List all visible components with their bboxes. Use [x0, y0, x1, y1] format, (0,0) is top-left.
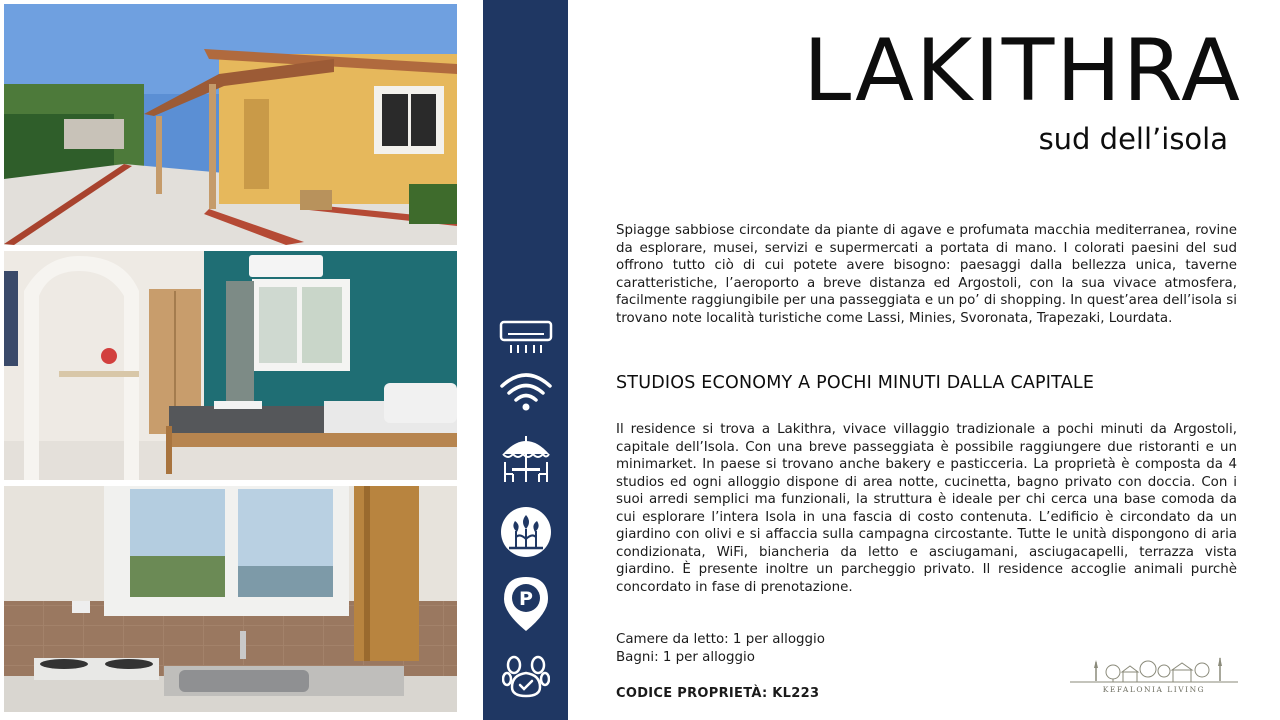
parking-icon — [483, 575, 568, 633]
garden-icon — [483, 505, 568, 559]
pets-allowed-icon — [483, 653, 568, 699]
exterior-photo — [4, 4, 457, 245]
logo-text: KEFALONIA LIVING — [1102, 685, 1206, 694]
amenities-band — [483, 0, 568, 720]
kefalonia-living-logo — [1068, 654, 1240, 694]
bathrooms-info: Bagni: 1 per alloggio — [616, 649, 755, 665]
bedrooms-info: Camere da letto: 1 per alloggio — [616, 632, 825, 647]
page-subtitle: sud dell’isola — [1038, 122, 1228, 156]
bedroom-photo — [4, 251, 457, 480]
kitchenette-photo — [4, 486, 457, 712]
property-description: Il residence si trova a Lakithra, vivace villaggio tradizionale a pochi minuti da Argostoli, capitale dell’Isola. Con una breve passeggiata è possibile raggiungere due ristoranti e un minimarket. In paese si trovano anche bakery e pasticceria. La proprietà è composta da 4 studios ed ogni alloggio dispone di area notte, cucinetta, bagno privato con doccia. Con i suoi arredi semplici ma funzionali, la struttura è ideale per chi cerca una base comoda da cui esplorare l’intera Isola in una fascia di costo contenuta. L’edificio è circondato da un giardino con olivi e si affaccia sulla campagna circostante. Tutte le unità dispongono di aria condizionata, WiFi, biancheria da letto e asciugamani, asciugacapelli, terrazza vista giardino. È presente inoltre un parcheggio privato. Il residence accoglie animali purchè concordato in fase di prenotazione. — [616, 422, 1237, 595]
page-title: LAKITHRA — [803, 21, 1242, 121]
svg-text:P: P — [518, 588, 533, 610]
section-heading: STUDIOS ECONOMY A POCHI MINUTI DALLA CAPITALE — [616, 373, 1095, 393]
outdoor-dining-icon — [483, 432, 568, 486]
area-description: Spiagge sabbiose circondate da piante di agave e profumata macchia mediterranea, rovine da esplorare, musei, servizi e supermercati a portata di mano. I colorati paesini del sud offrono tutto ciò di cui potete avere bisogno: paesaggi dalla bellezza unica, taverne caratteristiche, l’aeroporto a breve distanza ed Argostoli, con la sua vivace atmosfera, facilmente raggiungibile per una passeggiata e un po’ di shopping. In quest’area dell’isola si trovano note località turistiche come Lassi, Minies, Svoronata, Trapezaki, Lourdata. — [616, 223, 1237, 326]
wifi-icon — [483, 370, 568, 412]
property-code: CODICE PROPRIETÀ: KL223 — [616, 686, 820, 701]
air-conditioner-icon — [483, 319, 568, 357]
room-details — [616, 631, 825, 666]
